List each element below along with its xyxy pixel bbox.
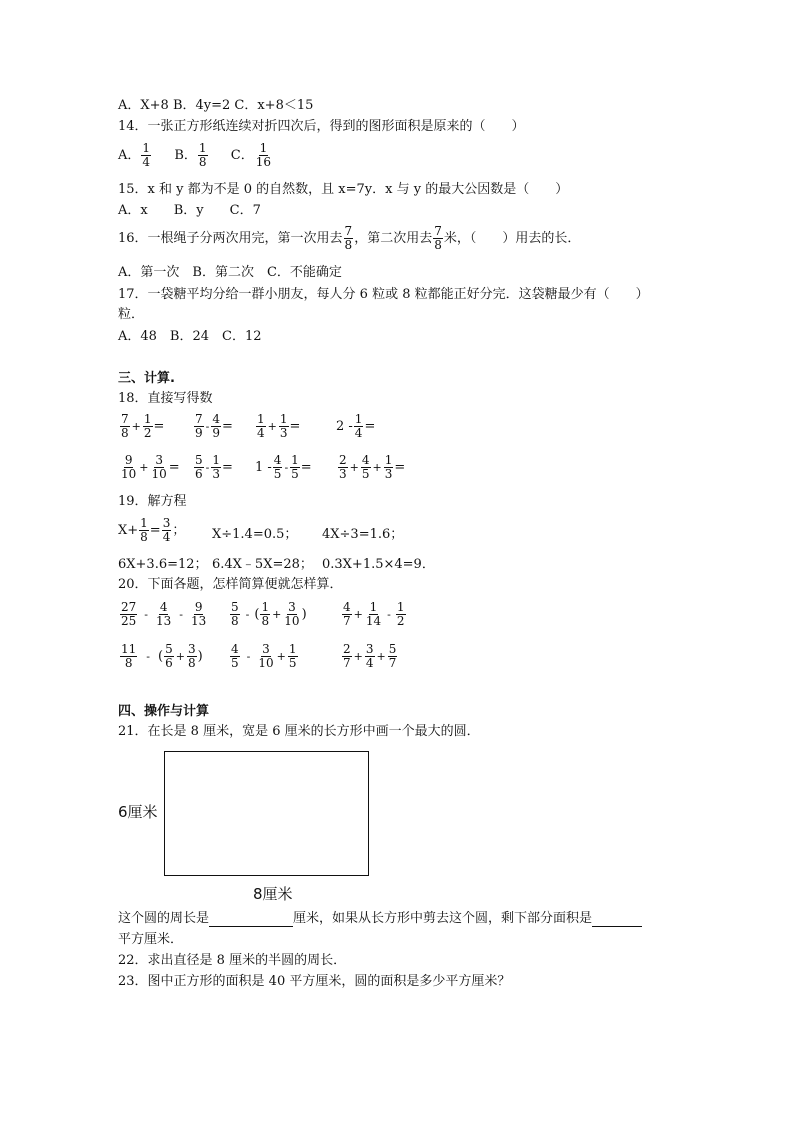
q14-options: [118, 142, 273, 169]
q18-item-5: $\frac{9}{10}$ + $\frac{3}{10}$ =: [121, 453, 180, 481]
q21-answer-line: [118, 911, 642, 927]
q16-options: A．第一次 B．第二次 C．不能确定: [118, 265, 342, 280]
q16-fraction-1: $\frac{7}{8}$: [344, 224, 353, 252]
q21-answer-text-a: 这个圆的周长是: [118, 911, 210, 926]
q21-answer-text-b: 厘米，如果从长方形中剪去这个圆，剩下部分面积是: [293, 911, 593, 926]
section-3-heading: 三、计算.: [118, 371, 175, 386]
q19-equation-6: 0.3X+1.5×4=9．: [322, 557, 435, 572]
q19-title: 19．解方程: [118, 494, 187, 509]
q13-options: A．X+8 B．4y=2 C．x+8＜15: [118, 98, 314, 113]
q20-problem-5: $\frac{4}{5}$ - $\frac{3}{10}$ + $\frac{1}{5}$: [231, 642, 297, 670]
q17-options: A．48 B．24 C．12: [118, 329, 262, 344]
q19-equation-5: 6.4X﹣5X=28；: [212, 557, 313, 572]
length-label: 8厘米: [253, 885, 293, 903]
q19-equation-4: 6X+3.6=12；: [118, 557, 208, 572]
q21-stem: 21．在长是 8 厘米，宽是 6 厘米的长方形中画一个最大的圆．: [118, 724, 480, 739]
q20-problem-6: $\frac{2}{7}$ + $\frac{3}{4}$ + $\frac{5}{7}$: [343, 642, 397, 670]
q16-stem-part-a: 16．一根绳子分两次用完，第一次用去: [118, 231, 343, 246]
q16-stem-part-c: 米，（ ）用去的长．: [443, 231, 581, 246]
q14-option-c-fraction: $\frac{1}{16}$: [255, 141, 272, 169]
q22-stem: 22．求出直径是 8 厘米的半圆的周长．: [118, 953, 347, 968]
q14-option-a-label: A．: [118, 148, 141, 163]
q16-stem-part-b: ，第二次用去: [354, 231, 433, 246]
q16-stem: [118, 225, 580, 252]
q18-item-8: $\frac{2}{3}$ + $\frac{4}{5}$ + $\frac{1}{3}$ =: [339, 453, 406, 481]
q18-title: 18．直接写得数: [118, 391, 213, 406]
q18-item-2: $\frac{7}{9}$ - $\frac{4}{9}$ =: [195, 412, 233, 440]
q20-problem-3: $\frac{4}{7}$ + $\frac{1}{14}$ - $\frac{1}{2}$: [343, 600, 405, 628]
q20-problem-1: $\frac{27}{25}$ - $\frac{4}{13}$ - $\frac{9}{13}$: [121, 600, 207, 628]
section-4-heading: 四、操作与计算: [118, 704, 210, 719]
width-label: 6厘米: [118, 803, 158, 821]
q15-options: A．x B．y C．7: [118, 203, 261, 218]
q14-option-b-label: B．: [174, 148, 197, 163]
q19-equation-3: 4X÷3=1.6；: [322, 527, 404, 542]
q20-title: 20．下面各题，怎样简算便就怎样算．: [118, 577, 343, 592]
q17-stem: 17．一袋糖平均分给一群小朋友，每人分 6 粒或 8 粒都能正好分完．这袋糖最少有（ ）: [118, 287, 649, 302]
q19-equation-1: X+ $\frac{1}{8}$ = $\frac{3}{4}$ ；: [118, 516, 186, 544]
q23-stem: 23．图中正方形的面积是 40 平方厘米，圆的面积是多少平方厘米？: [118, 974, 511, 989]
q15-stem: 15．x 和 y 都为不是 0 的自然数，且 x=7y．x 与 y 的最大公因数是（ ）: [118, 182, 569, 197]
q20-problem-4: $\frac{11}{8}$ - ( $\frac{5}{6}$ + $\frac{3}{8}$ ): [121, 642, 203, 670]
q18-item-1: $\frac{7}{8}$ + $\frac{1}{2}$ =: [121, 412, 165, 440]
q19-equation-2: X÷1.4=0.5；: [212, 527, 298, 542]
q18-item-3: $\frac{1}{4}$ + $\frac{1}{3}$ =: [257, 412, 301, 440]
remaining-area-blank[interactable]: [592, 912, 642, 927]
q18-item-6: $\frac{5}{6}$ - $\frac{1}{3}$ =: [195, 453, 233, 481]
q18-item-4: 2 - $\frac{1}{4}$ =: [336, 412, 376, 440]
circumference-blank[interactable]: [209, 912, 293, 927]
q16-fraction-2: $\frac{7}{8}$: [434, 224, 442, 252]
q21-answer-unit: 平方厘米．: [118, 932, 184, 947]
q17-stem-cont: 粒．: [118, 307, 145, 322]
q14-option-c-label: C．: [230, 148, 254, 163]
q14-stem: 14．一张正方形纸连续对折四次后，得到的图形面积是原来的（ ）: [118, 119, 525, 134]
rectangle-figure: [164, 751, 369, 876]
q14-option-a-fraction: $\frac{1}{4}$: [142, 141, 151, 169]
q14-option-b-fraction: $\frac{1}{8}$: [198, 141, 207, 169]
q20-problem-2: $\frac{5}{8}$ - ( $\frac{1}{8}$ + $\frac{3}{10}$ ): [231, 600, 307, 628]
q18-item-7: 1 - $\frac{4}{5}$ - $\frac{1}{5}$ =: [255, 453, 312, 481]
